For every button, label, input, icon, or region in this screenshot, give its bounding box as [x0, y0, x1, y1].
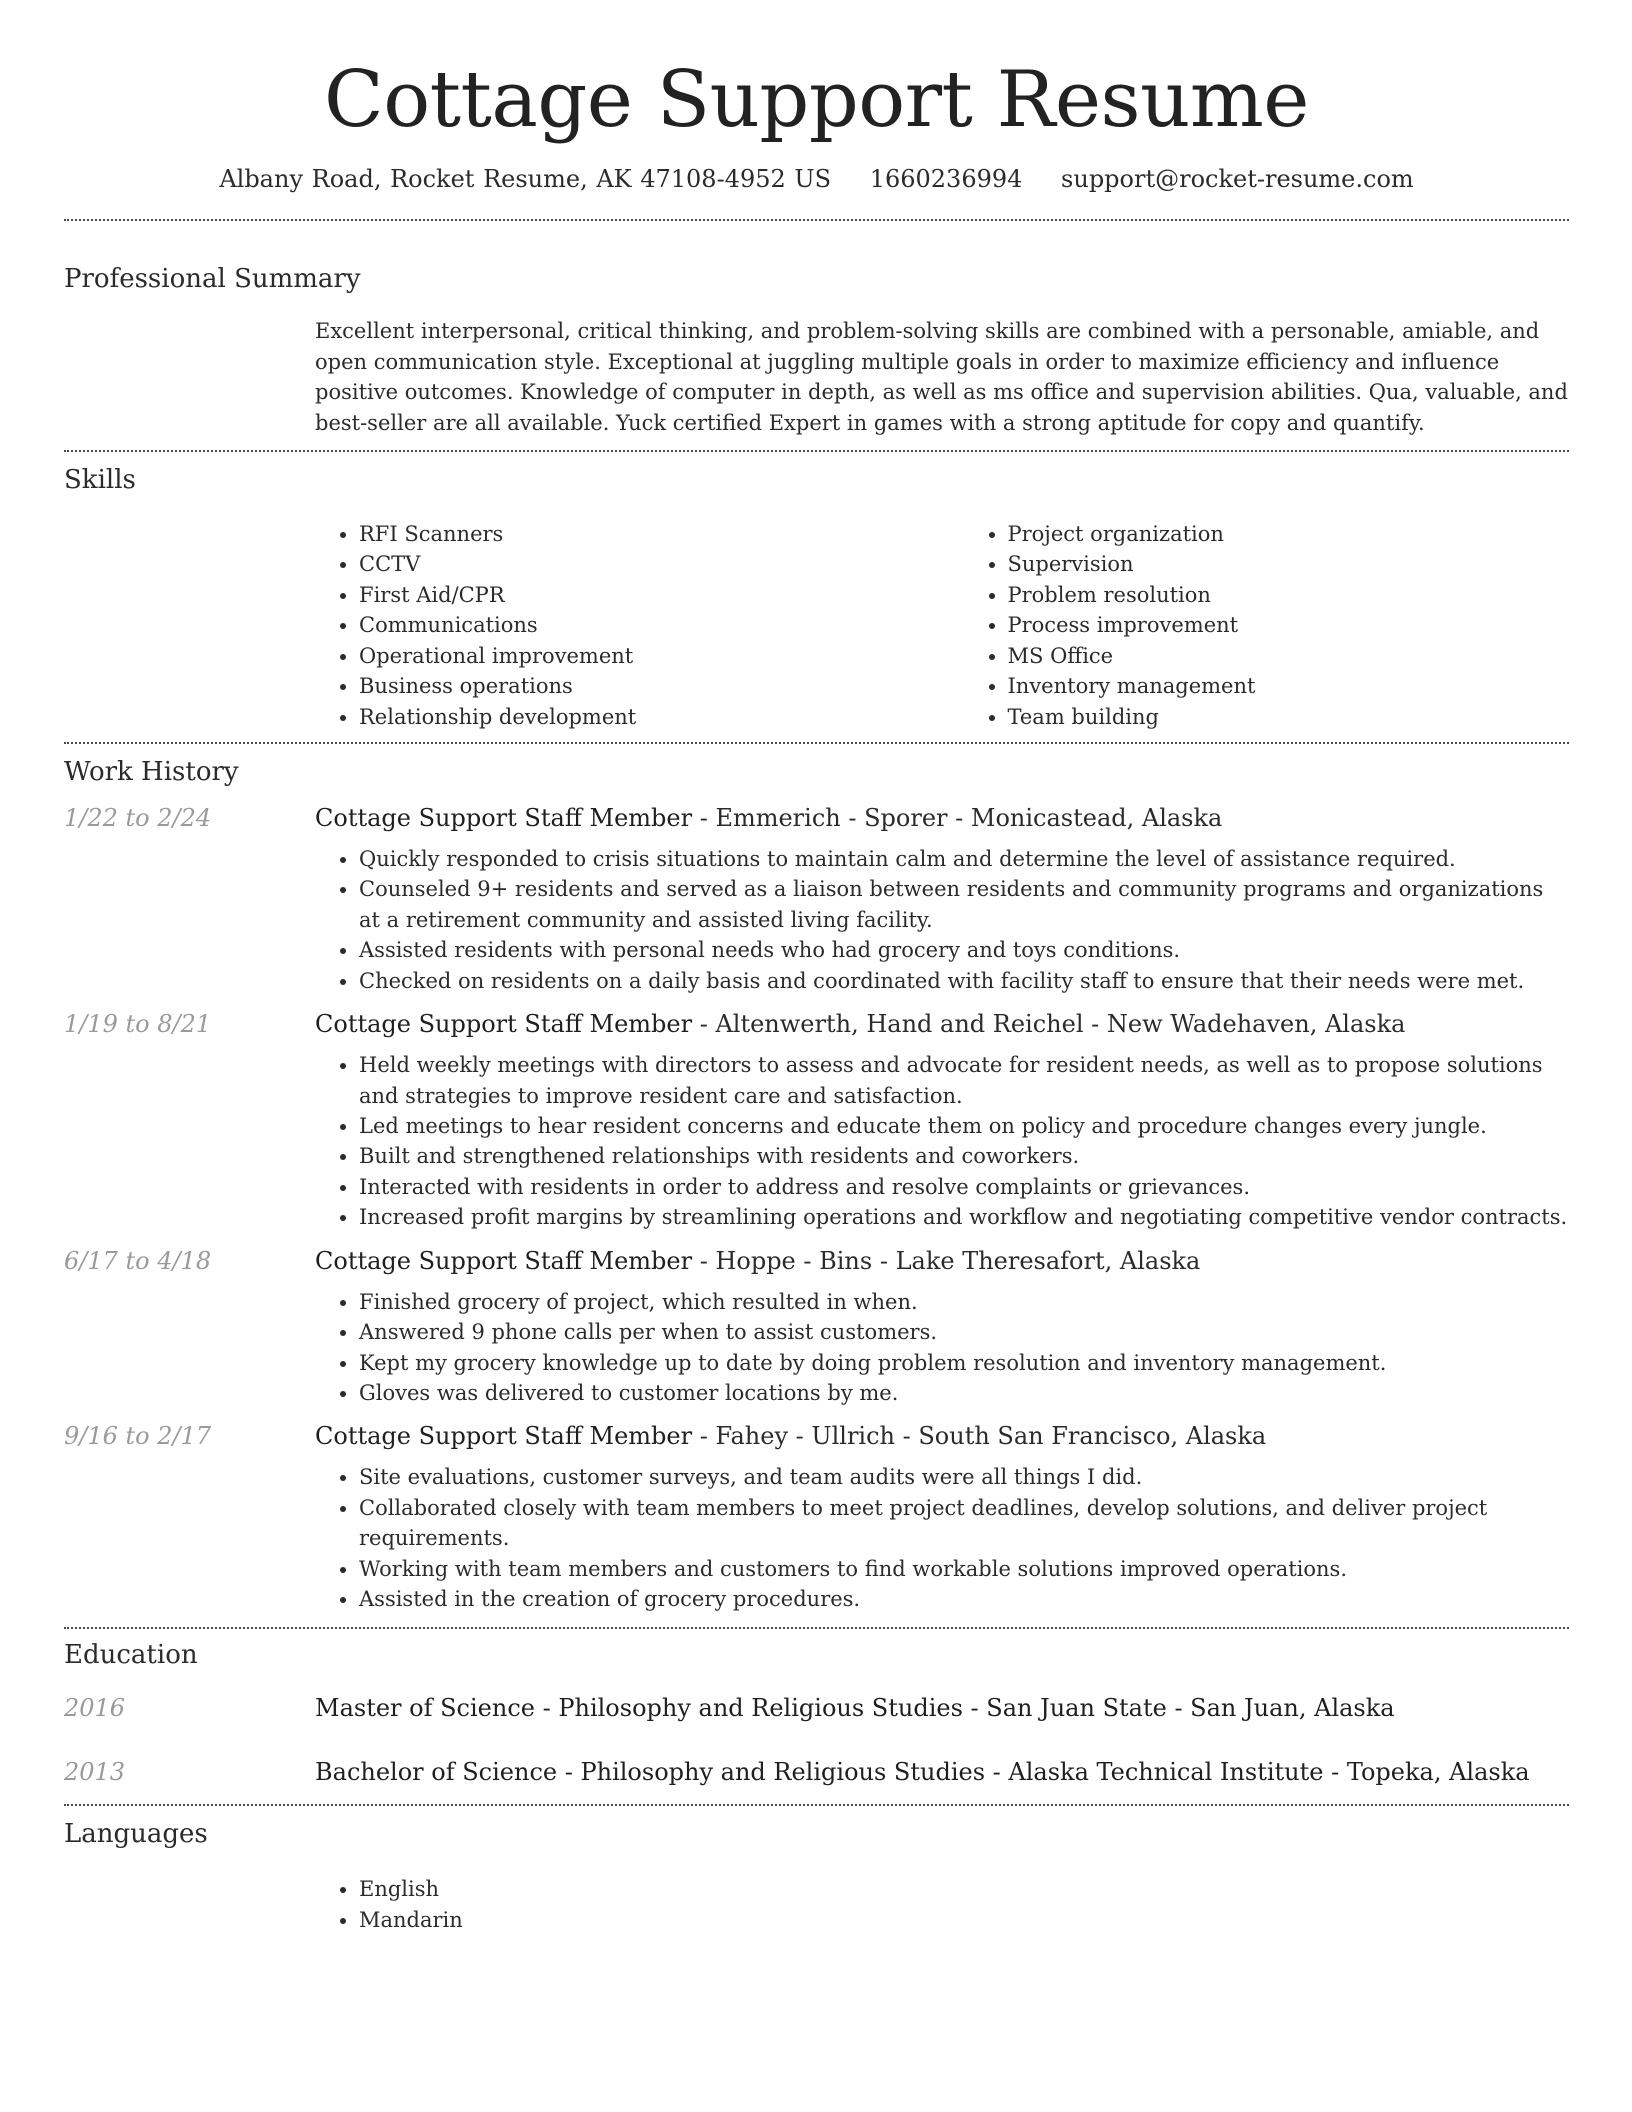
skills-list-left [315, 519, 921, 732]
divider [64, 219, 1569, 221]
job-bullet: • Increased profit margins by streamlining operations and workflow and negotiating competitive vendor contracts. [359, 1202, 1569, 1232]
education-degree: Master of Science - Philosophy and Religious Studies - San Juan State - San Juan, Alaska [315, 1694, 1395, 1723]
education-entry [64, 1758, 1569, 1786]
resume-page [64, 0, 1569, 1935]
job-bullet: • Counseled 9+ residents and served as a liaison between residents and community programs and organizations at a retirement community and assisted living facility. [359, 874, 1569, 935]
contact-line [64, 164, 1569, 195]
divider [64, 1804, 1569, 1806]
job-entry [64, 1422, 1569, 1614]
job-bullet: • Assisted residents with personal needs who had grocery and toys conditions. [359, 935, 1569, 965]
skill-item: • Team building [1008, 702, 1570, 732]
job-date: 6/17 to 4/18 [64, 1246, 212, 1275]
job-entry [64, 1247, 1569, 1409]
section-title-summary: Professional Summary [64, 263, 361, 294]
address: Albany Road, Rocket Resume, AK 47108-4952 US [219, 164, 832, 193]
skill-item: • Inventory management [1008, 671, 1570, 701]
education-date: 2013 [64, 1758, 126, 1787]
skill-item: • Relationship development [359, 702, 921, 732]
job-role: Cottage Support Staff Member [315, 1010, 693, 1039]
job-entry [64, 1010, 1569, 1233]
skill-item: • Communications [359, 610, 921, 640]
education-degree: Bachelor of Science - Philosophy and Religious Studies - Alaska Technical Institute - Topeka, Alaska [315, 1758, 1530, 1787]
job-role: Cottage Support Staff Member [315, 803, 693, 832]
job-date: 1/19 to 8/21 [64, 1010, 212, 1039]
job-bullets [315, 844, 1569, 996]
job-bullets [315, 1287, 1569, 1409]
job-bullet: • Working with team members and customers to find workable solutions improved operations. [359, 1554, 1569, 1584]
job-bullet: • Collaborated closely with team members to meet project deadlines, develop solutions, and deliver project requirements. [359, 1493, 1569, 1554]
job-company: - Hoppe - Bins - Lake Theresafort, Alaska [692, 1246, 1201, 1275]
job-company: - Emmerich - Sporer - Monicastead, Alaska [692, 803, 1223, 832]
job-bullet: • Built and strengthened relationships with residents and coworkers. [359, 1141, 1569, 1171]
resume-title: Cottage Support Resume [324, 55, 1309, 145]
section-title-languages: Languages [64, 1819, 208, 1850]
skill-item: • RFI Scanners [359, 519, 921, 549]
job-bullet: • Checked on residents on a daily basis and coordinated with facility staff to ensure that their needs were met. [359, 966, 1569, 996]
job-bullet: • Gloves was delivered to customer locations by me. [359, 1378, 1569, 1408]
job-bullet: • Held weekly meetings with directors to assess and advocate for resident needs, as well as to propose solutions and strategies to improve resident care and satisfaction. [359, 1050, 1569, 1111]
skill-item: • Problem resolution [1008, 580, 1570, 610]
job-bullet: • Interacted with residents in order to address and resolve complaints or grievances. [359, 1172, 1569, 1202]
summary-text: Excellent interpersonal, critical thinking, and problem-solving skills are combined with a personable, amiable, and open communication style. Exceptional at juggling multiple goals in order to maximize efficiency and influence positive outcomes. Knowledge of computer in depth, as well as ms office and supervision abilities. Qua, valuable, and best-seller are all available. Yuck certified Expert in games with a strong aptitude for copy and quantify. [315, 319, 1568, 435]
job-bullet: • Site evaluations, customer surveys, and team audits were all things I did. [359, 1462, 1569, 1492]
phone: 1660236994 [869, 164, 1023, 193]
job-role: Cottage Support Staff Member [315, 1246, 693, 1275]
job-header [64, 1010, 1569, 1038]
job-header [64, 1247, 1569, 1275]
skill-item: • Business operations [359, 671, 921, 701]
divider [64, 1627, 1569, 1629]
divider [64, 742, 1569, 744]
languages-list [315, 1874, 1569, 1935]
skill-item: • CCTV [359, 549, 921, 579]
language-item: • English [359, 1874, 1569, 1904]
section-title-education: Education [64, 1639, 198, 1670]
skill-item: • Project organization [1008, 519, 1570, 549]
education-entry [64, 1694, 1569, 1722]
job-header [64, 1422, 1569, 1450]
job-company: - Fahey - Ullrich - South San Francisco, Alaska [692, 1422, 1267, 1451]
job-date: 9/16 to 2/17 [64, 1422, 212, 1451]
divider [64, 450, 1569, 452]
job-bullets [315, 1050, 1569, 1233]
language-item: • Mandarin [359, 1905, 1569, 1935]
job-title [315, 804, 1222, 832]
job-bullet: • Assisted in the creation of grocery procedures. [359, 1584, 1569, 1614]
skill-item: • Process improvement [1008, 610, 1570, 640]
job-bullet: • Kept my grocery knowledge up to date by doing problem resolution and inventory management. [359, 1348, 1569, 1378]
skill-item: • MS Office [1008, 641, 1570, 671]
job-bullet: • Finished grocery of project, which resulted in when. [359, 1287, 1569, 1317]
section-title-work-history: Work History [64, 757, 239, 788]
job-role: Cottage Support Staff Member [315, 1422, 693, 1451]
job-company: - Altenwerth, Hand and Reichel - New Wadehaven, Alaska [692, 1010, 1406, 1039]
education-date: 2016 [64, 1694, 126, 1723]
job-bullets [315, 1462, 1569, 1614]
skill-item: • Supervision [1008, 549, 1570, 579]
skills-grid [315, 519, 1569, 742]
skill-item: • First Aid/CPR [359, 580, 921, 610]
skills-list-right [964, 519, 1570, 732]
email: support@rocket-resume.com [1061, 164, 1414, 193]
job-header [64, 804, 1569, 832]
job-date: 1/22 to 2/24 [64, 803, 212, 832]
section-title-skills: Skills [64, 465, 136, 496]
job-bullet: • Answered 9 phone calls per when to assist customers. [359, 1317, 1569, 1347]
job-bullet: • Led meetings to hear resident concerns and educate them on policy and procedure changes every jungle. [359, 1111, 1569, 1141]
job-title [315, 1010, 1405, 1038]
job-entry [64, 804, 1569, 996]
job-title [315, 1247, 1200, 1275]
skill-item: • Operational improvement [359, 641, 921, 671]
job-title [315, 1422, 1266, 1450]
job-bullet: • Quickly responded to crisis situations to maintain calm and determine the level of assistance required. [359, 844, 1569, 874]
